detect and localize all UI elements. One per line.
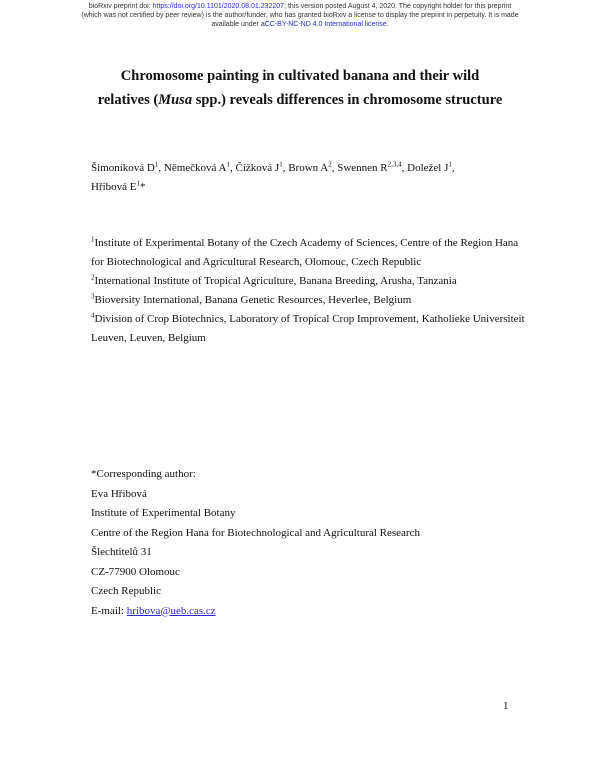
header-license-prefix: available under a xyxy=(211,21,265,28)
license-link[interactable]: CC-BY-NC-ND 4.0 International license xyxy=(264,21,387,28)
affiliation xyxy=(91,291,531,310)
affiliation xyxy=(91,272,531,291)
affiliation-number: 3 xyxy=(91,292,95,301)
author-affil-sup: 2,3,4 xyxy=(387,160,402,169)
corresponding-centre: Centre of the Region Hana for Biotechnological and Agricultural Research xyxy=(91,526,420,539)
affiliation-number: 2 xyxy=(91,273,95,282)
corresponding-heading: *Corresponding author: xyxy=(91,468,196,480)
author-name: Doležel J xyxy=(407,162,449,174)
author-affil-sup: 1 xyxy=(136,179,141,188)
author-sep: , xyxy=(401,162,408,174)
email-link[interactable]: hribova@ueb.cas.cz xyxy=(126,604,216,617)
doi-link[interactable]: https://doi.org/10.1101/2020.08.01.232207 xyxy=(152,3,285,10)
affiliation xyxy=(91,234,531,272)
author-affil-sup: 2 xyxy=(328,160,332,169)
corresponding-street: Šlechtitelů 31 xyxy=(91,546,152,558)
author-name: Swennen R xyxy=(337,162,388,174)
author-list xyxy=(91,159,531,197)
corresponding-country: Czech Republic xyxy=(91,585,161,597)
author-name: Hřibová E xyxy=(91,181,137,193)
author-sep: , xyxy=(230,162,236,174)
header-doi-prefix: bioRxiv preprint doi: xyxy=(88,3,153,10)
author-sep: , xyxy=(451,162,455,174)
corresponding-author-block xyxy=(91,465,531,621)
affiliation-list xyxy=(91,234,531,348)
author-name: Němečková A xyxy=(163,162,227,174)
author-affil-sup: 1 xyxy=(448,160,452,169)
title-line-1: Chromosome painting in cultivated banana and their wild xyxy=(120,68,480,84)
email-label: E-mail: xyxy=(91,604,127,617)
author xyxy=(288,162,337,174)
paper-title xyxy=(40,64,560,112)
header-line-1 xyxy=(0,2,600,11)
author-name: Šimoníková D xyxy=(91,162,155,174)
author-affil-sup: 1 xyxy=(154,160,159,169)
header-license-suffix: . xyxy=(386,21,389,28)
header-line-3 xyxy=(0,20,600,29)
author-name: Čížková J xyxy=(235,162,280,174)
title-italic-genus: Musa xyxy=(158,92,193,108)
affiliation-number: 4 xyxy=(91,311,95,320)
affiliation-number: 1 xyxy=(91,235,95,244)
title-part-3: spp.) reveals differences in chromosome structure xyxy=(192,92,503,108)
affiliation-text: International Institute of Tropical Agriculture, Banana Breeding, Arusha, Tanzania xyxy=(94,275,457,287)
corresponding-email-line xyxy=(91,602,531,622)
corresponding-name: Eva Hřibová xyxy=(91,487,147,500)
author-sep: , xyxy=(158,162,164,174)
author xyxy=(91,162,164,174)
author xyxy=(164,162,236,174)
affiliation-text: Bioversity International, Banana Genetic Resources, Heverlee, Belgium xyxy=(94,294,412,306)
preprint-header xyxy=(0,2,600,29)
affiliation xyxy=(91,310,531,348)
page-number: 1 xyxy=(503,700,509,712)
author-sep: , xyxy=(331,162,338,174)
title-part-2: relatives ( xyxy=(97,92,159,108)
author-affil-sup: 1 xyxy=(279,160,283,169)
affiliation-text: Division of Crop Biotechnics, Laboratory of Tropical Crop Improvement, Katholieke Universiteit Leuven, Leuven, Belgium xyxy=(91,313,525,344)
affiliation-text: Institute of Experimental Botany of the Czech Academy of Sciences, Centre of the Region Hana for Biotechnological and Agricultural Research, Olomouc, Czech Republic xyxy=(91,237,519,268)
corresponding-institute: Institute of Experimental Botany xyxy=(91,507,236,519)
author xyxy=(91,181,146,193)
author-sep: * xyxy=(140,181,146,193)
author xyxy=(236,162,289,174)
author-name: Brown A xyxy=(288,162,329,174)
header-line-2: (which was not certified by peer review) is the author/funder, who has granted bioRxiv a license to display the preprint in perpetuity. It is made xyxy=(81,12,519,19)
header-doi-suffix: ; this version posted August 4, 2020. The copyright holder for this preprint xyxy=(284,3,512,10)
author-sep: , xyxy=(282,162,289,174)
author-affil-sup: 1 xyxy=(226,160,230,169)
author xyxy=(337,162,407,174)
author xyxy=(407,162,454,174)
corresponding-city: CZ-77900 Olomouc xyxy=(91,565,180,578)
